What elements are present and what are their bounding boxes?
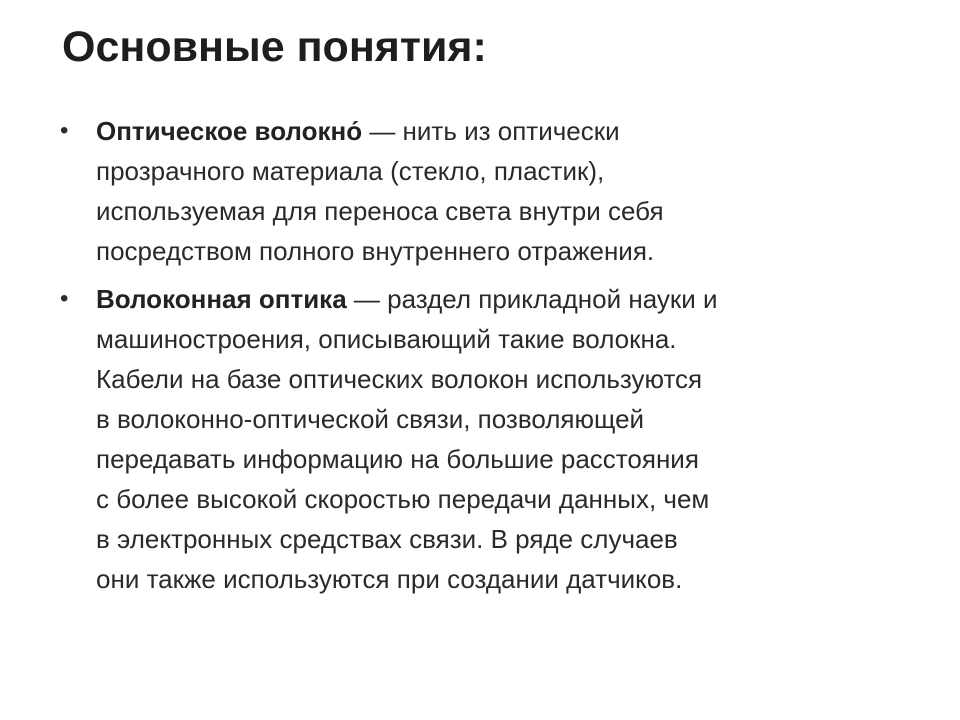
definition-line: машиностроения, описывающий такие волокна. (96, 324, 677, 354)
bullet-dot-icon: • (60, 285, 69, 312)
term-fiber-optics: Волоконная оптика (96, 284, 347, 314)
definition-line: прозрачного материала (стекло, пластик), (96, 156, 605, 186)
definition-line: они также используются при создании датчиков. (96, 564, 683, 594)
definition-line: посредством полного внутреннего отражения. (96, 236, 655, 266)
definition-line: в электронных средствах связи. В ряде случаев (96, 524, 678, 554)
definition-line: с более высокой скоростью передачи данных, чем (96, 484, 710, 514)
bullet-first-line (96, 279, 920, 319)
bullet-first-line (96, 111, 920, 151)
slide-title: Основные понятия: (62, 23, 487, 71)
definition-line: Кабели на базе оптических волокон используются (96, 364, 703, 394)
bullet-list (60, 111, 920, 599)
bullet-item-optical-fiber (60, 111, 920, 271)
definition-line: в волоконно-оптической связи, позволяющей (96, 404, 645, 434)
bullet-dot-icon: • (60, 117, 69, 144)
definition-line: передавать информацию на большие расстояния (96, 444, 699, 474)
definition-text: — нить из оптически (362, 116, 620, 146)
bullet-item-fiber-optics (60, 279, 920, 599)
definition-text: — раздел прикладной науки и (346, 284, 718, 314)
definition-line: используемая для переноса света внутри себя (96, 196, 664, 226)
term-optical-fiber: Оптическое волокно́ (96, 116, 363, 146)
